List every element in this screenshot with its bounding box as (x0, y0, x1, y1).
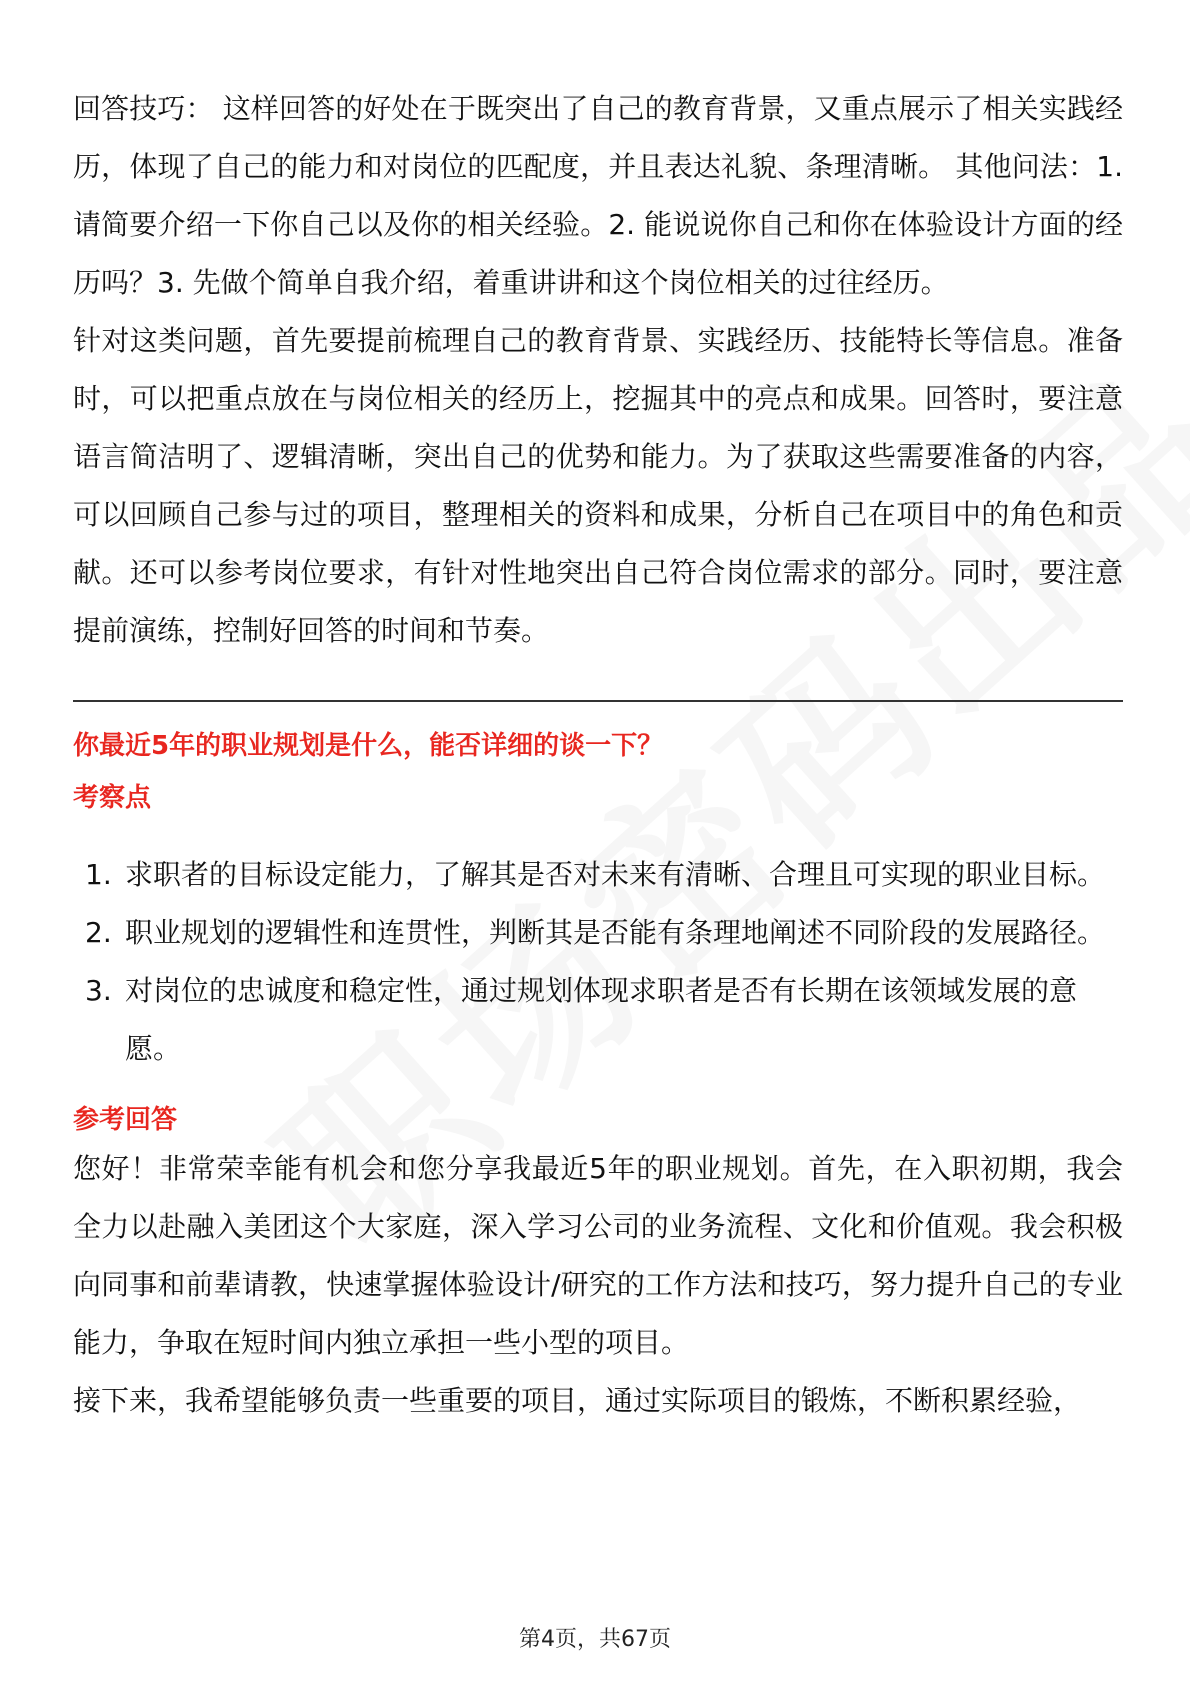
intro-paragraph-2: 针对这类问题，首先要提前梳理自己的教育背景、实践经历、技能特长等信息。准备时，可以把重点放在与岗位相关的经历上，挖掘其中的亮点和成果。回答时，要注意语言简洁明了、逻辑清晰，突出自己的优势和能力。为了获取这些需要准备的内容，可以回顾自己参与过的项目，整理相关的资料和成果，分析自己在项目中的角色和贡献。还可以参考岗位要求，有针对性地突出自己符合岗位需求的部分。同时，要注意提前演练，控制好回答的时间和节奏。 (73, 324, 1123, 647)
focus-heading: 考察点 (73, 783, 152, 813)
page-footer: 第4页，共67页 (519, 1627, 671, 1652)
page-content (73, 80, 1123, 1430)
answer-paragraph-2: 接下来，我希望能够负责一些重要的项目，通过实际项目的锻炼，不断积累经验， (73, 1384, 1082, 1417)
list-item-text: 对岗位的忠诚度和稳定性，通过规划体现求职者是否有长期在该领域发展的意愿。 (125, 974, 1078, 1065)
list-item-text: 求职者的目标设定能力，了解其是否对未来有清晰、合理且可实现的职业目标。 (125, 858, 1106, 891)
focus-points-list (73, 846, 1123, 1078)
list-item (73, 846, 1123, 904)
list-item-number: 2. (85, 916, 112, 949)
section-divider (73, 700, 1123, 702)
answer-heading: 参考回答 (73, 1105, 178, 1135)
list-item (73, 904, 1123, 962)
intro-paragraph-1: 回答技巧： 这样回答的好处在于既突出了自己的教育背景，又重点展示了相关实践经历，体现了自己的能力和对岗位的匹配度，并且表达礼貌、条理清晰。 其他问法：1. 请简要介绍一下你自己以及你的相关经验。2. 能说说你自己和你在体验设计方面的经历吗？3. 先做个简单自我介绍，着重讲讲和这个岗位相关的过往经历。 (73, 92, 1123, 299)
list-item (73, 962, 1123, 1078)
question-heading: 你最近5年的职业规划是什么，能否详细的谈一下？ (73, 731, 664, 761)
list-item-number: 3. (85, 974, 112, 1007)
list-item-number: 1. (85, 858, 112, 891)
list-item-text: 职业规划的逻辑性和连贯性，判断其是否能有条理地阐述不同阶段的发展路径。 (125, 916, 1106, 949)
answer-paragraph-1: 您好！非常荣幸能有机会和您分享我最近5年的职业规划。首先，在入职初期，我会全力以赴融入美团这个大家庭，深入学习公司的业务流程、文化和价值观。我会积极向同事和前辈请教，快速掌握体验设计/研究的工作方法和技巧，努力提升自己的专业能力，争取在短时间内独立承担一些小型的项目。 (73, 1152, 1123, 1359)
